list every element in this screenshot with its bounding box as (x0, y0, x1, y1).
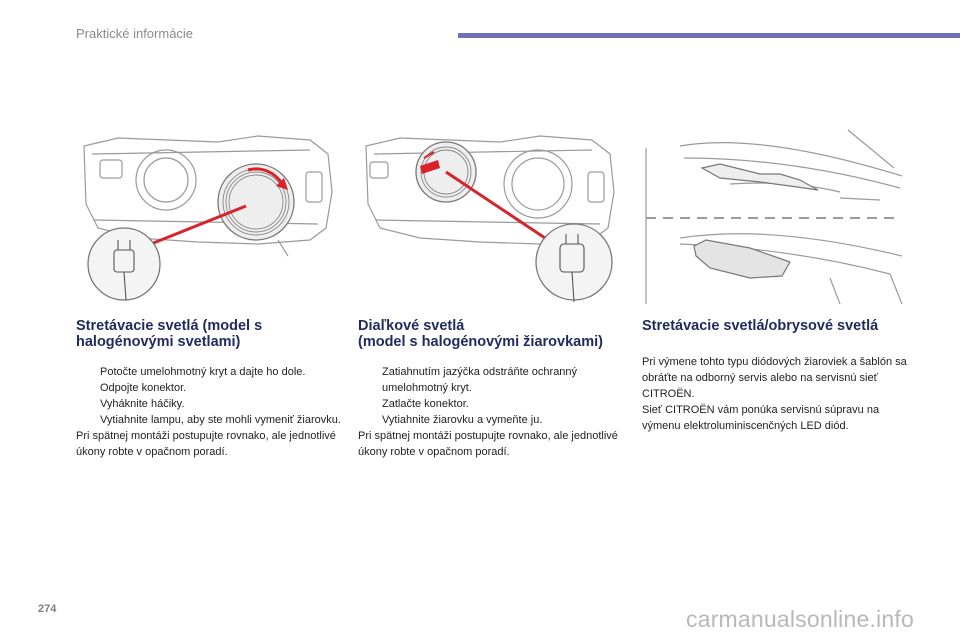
title-line: Stretávacie svetlá/obrysové svetlá (642, 318, 879, 334)
step-text: Odpojte konektor. (100, 382, 187, 394)
list-item (76, 364, 346, 380)
reassembly-note: Pri spätnej montáži postupujte rovnako, ale jednotlivé úkony robte v opačnom poradí. (358, 430, 618, 458)
title-line: Diaľkové svetlá (358, 318, 465, 334)
list-item (358, 396, 628, 412)
step-list (76, 364, 346, 428)
step-text: Zatiahnutím jazýčka odstráňte ochranný umelohmotný kryt. (382, 366, 578, 394)
title-line: Stretávacie svetlá (model s (76, 318, 263, 334)
reassembly-note: Pri spätnej montáži postupujte rovnako, ale jednotlivé úkony robte v opačnom poradí. (76, 430, 336, 458)
list-item (76, 412, 346, 428)
step-text: Potočte umelohmotný kryt a dajte ho dole. (100, 366, 306, 378)
section-high-beam-title (358, 318, 628, 350)
list-item (358, 364, 628, 396)
low-beam-headlamp-illustration (78, 132, 340, 312)
title-line: halogénovými svetlami) (76, 334, 241, 350)
section-low-beam (76, 318, 346, 460)
list-item (76, 380, 346, 396)
led-kit-paragraph: Sieť CITROËN vám ponúka servisnú súpravu na výmenu elektroluminiscenčných LED diód. (642, 404, 880, 432)
led-service-paragraph: Pri výmene tohto typu diódových žiaroviek a šablón sa obráťte na odborný servis alebo na servisnú sieť CITROËN. (642, 356, 907, 400)
section-title: Praktické informácie (76, 26, 194, 41)
header-accent-bar (458, 33, 960, 38)
section-low-beam-title (76, 318, 346, 350)
page-number: 274 (38, 603, 57, 615)
watermark: carmanualsonline.info (686, 606, 914, 632)
title-line: (model s halogénovými žiarovkami) (358, 334, 603, 350)
step-text: Vytiahnite žiarovku a vymeňte ju. (382, 414, 543, 426)
step-list (358, 364, 628, 428)
step-text: Vytiahnite lampu, aby ste mohli vymeniť žiarovku. (100, 414, 341, 426)
section-high-beam (358, 318, 628, 460)
list-item (358, 412, 628, 428)
section-led-lights-title (642, 318, 908, 334)
step-text: Zatlačte konektor. (382, 398, 469, 410)
list-item (76, 396, 346, 412)
high-beam-headlamp-illustration (360, 132, 622, 312)
led-headlamp-illustration (640, 128, 906, 308)
section-led-lights (642, 318, 908, 434)
step-text: Vyháknite háčiky. (100, 398, 185, 410)
